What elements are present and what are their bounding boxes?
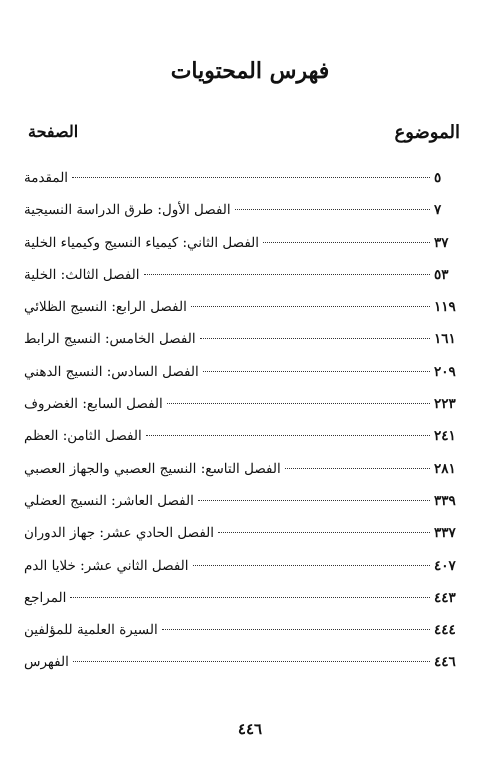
toc-entry[interactable] <box>24 493 464 525</box>
toc-entry-page: ٢٤١ <box>434 428 456 445</box>
toc-entry[interactable] <box>24 428 464 460</box>
toc-entry-title: الفصل الثامن: العظم <box>24 428 142 445</box>
toc-entry-title: الفصل الثالث: الخلية <box>24 266 140 283</box>
toc-entry[interactable] <box>24 622 464 654</box>
toc-entry-page: ٤٤٣ <box>434 589 456 606</box>
toc-entry-page: ٤٠٧ <box>434 557 456 574</box>
dot-leader <box>167 403 430 404</box>
toc-entry-title: الفصل الثاني عشر: خلايا الدم <box>24 557 189 574</box>
dot-leader <box>285 468 430 469</box>
toc-entry-title: الفهرس <box>24 654 69 671</box>
dot-leader <box>72 177 430 178</box>
toc-entry[interactable] <box>24 654 464 686</box>
toc-entry-page: ٣٧ <box>434 234 449 251</box>
page-column-header: الصفحة <box>28 122 79 141</box>
toc-entry-title: الفصل الحادي عشر: جهاز الدوران <box>24 525 215 542</box>
toc-entry-title: الفصل السادس: النسيج الدهني <box>24 363 199 380</box>
dot-leader <box>162 629 430 630</box>
page-number: ٤٤٦ <box>237 720 263 738</box>
toc-entry-page: ٢٢٣ <box>434 396 456 413</box>
toc-list <box>24 170 464 687</box>
toc-entry-title: الفصل الثاني: كيمياء النسيج وكيمياء الخلية <box>24 234 260 251</box>
page-title: فهرس المحتويات <box>170 58 330 84</box>
toc-entry-page: ١٦١ <box>434 331 456 348</box>
toc-entry[interactable] <box>24 170 464 202</box>
toc-entry-page: ٢٠٩ <box>434 363 456 380</box>
toc-entry[interactable] <box>24 461 464 493</box>
dot-leader <box>198 500 430 501</box>
toc-entry-page: ٥٣ <box>434 266 449 283</box>
toc-entry[interactable] <box>24 558 464 590</box>
toc-entry-title: الفصل الخامس: النسيج الرابط <box>24 331 196 348</box>
dot-leader <box>191 306 430 307</box>
dot-leader <box>263 242 430 243</box>
dot-leader <box>218 532 430 533</box>
toc-entry[interactable] <box>24 364 464 396</box>
toc-entry[interactable] <box>24 396 464 428</box>
toc-entry-title: الفصل الرابع: النسيج الظلائي <box>24 299 187 316</box>
topic-column-header: الموضوع <box>394 122 460 143</box>
toc-entry[interactable] <box>24 235 464 267</box>
toc-entry-title: المقدمة <box>24 170 69 186</box>
toc-entry-title: المراجع <box>24 589 67 606</box>
toc-entry[interactable] <box>24 525 464 557</box>
toc-entry-page: ٤٤٤ <box>434 622 456 639</box>
toc-entry-page: ٣٣٩ <box>434 492 456 509</box>
toc-entry[interactable] <box>24 331 464 363</box>
dot-leader <box>144 274 430 275</box>
dot-leader <box>235 209 430 210</box>
toc-entry-page: ١١٩ <box>434 299 456 316</box>
dot-leader <box>203 371 430 372</box>
toc-entry-page: ٧ <box>434 202 442 219</box>
toc-entry-page: ٢٨١ <box>434 460 456 477</box>
dot-leader <box>70 597 430 598</box>
toc-entry-title: الفصل التاسع: النسيج العصبي والجهاز العصبي <box>24 460 281 477</box>
toc-entry-title: الفصل العاشر: النسيج العضلي <box>24 492 194 509</box>
dot-leader <box>146 435 430 436</box>
toc-entry-page: ٥ <box>434 170 442 186</box>
dot-leader <box>73 661 430 662</box>
dot-leader <box>200 338 430 339</box>
toc-entry-page: ٤٤٦ <box>434 654 456 671</box>
toc-entry[interactable] <box>24 202 464 234</box>
toc-entry[interactable] <box>24 590 464 622</box>
toc-entry-page: ٣٣٧ <box>434 525 456 542</box>
dot-leader <box>193 565 430 566</box>
toc-entry-title: الفصل الأول: طرق الدراسة النسيجية <box>24 202 231 219</box>
toc-entry[interactable] <box>24 299 464 331</box>
toc-entry-title: السيرة العلمية للمؤلفين <box>24 622 158 639</box>
toc-entry[interactable] <box>24 267 464 299</box>
toc-entry-title: الفصل السابع: الغضروف <box>24 396 163 413</box>
